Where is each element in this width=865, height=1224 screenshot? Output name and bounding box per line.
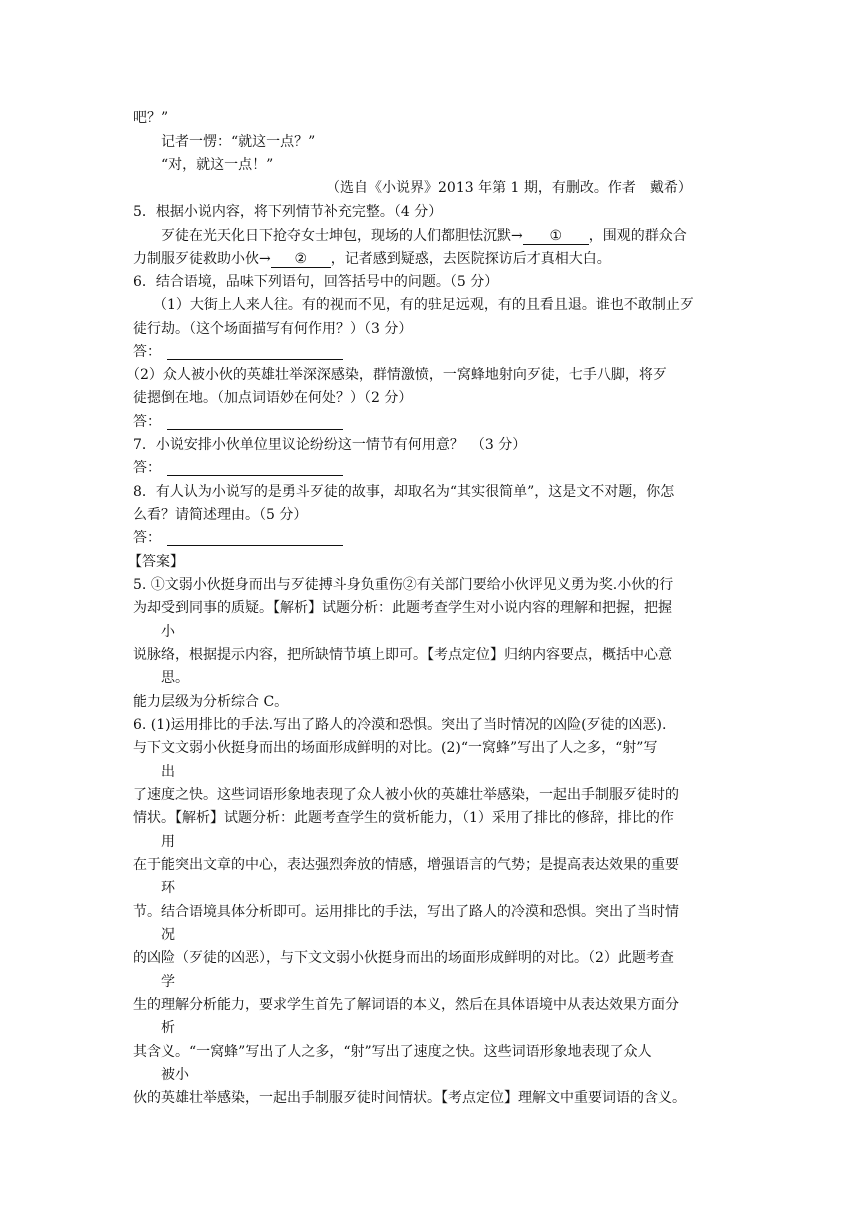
answer-blank <box>167 345 343 360</box>
answer-6-line: 伙的英雄壮举感染，一起出手制服歹徒时间情状。【考点定位】理解文中重要词语的含义。 <box>133 1090 686 1106</box>
answer-5-line: 为却受到同事的质疑。【解析】试题分析：此题考查学生对小说内容的理解和把握，把握 <box>133 600 672 616</box>
answer-blank <box>167 415 343 430</box>
q5-text: ，围观的群众合 <box>588 228 687 244</box>
q5-text: ，记者感到疑惑，去医院探访后才真相大白。 <box>330 251 611 267</box>
question-5-line <box>133 251 611 268</box>
q5-text: 力制服歹徒救助小伙→ <box>133 251 271 267</box>
answer-6-line: 况 <box>161 927 175 943</box>
answer-6-line: 其含义。“一窝蜂”写出了人之多，“射”写出了速度之快。这些词语形象地表现了众人 <box>133 1044 652 1060</box>
answer-5-line: 能力层级为分析综合 C。 <box>133 694 289 710</box>
question-6-stem: 6．结合语境，品味下列语句，回答括号中的问题。（5 分） <box>133 274 499 290</box>
answer-6-line: 出 <box>161 764 175 780</box>
answer-6-line: 在于能突出文章的中心，表达强烈奔放的情感，增强语言的气势；是提高表达效果的重要 <box>133 857 679 873</box>
answer-5-line: 小 <box>161 624 175 640</box>
question-6-part-2: 徒摁倒在地。（加点词语妙在何处？）（2 分） <box>133 390 413 406</box>
story-line: 吧？” <box>133 110 169 126</box>
question-6-part-1: （1）大街上人来人往。有的视而不见，有的驻足远观，有的且看且退。谁也不敢制止歹 <box>153 297 694 313</box>
answer-6-line: 生的理解分析能力，要求学生首先了解词语的本义，然后在具体语境中从表达效果方面分 <box>133 997 679 1013</box>
answer-label: 答： <box>133 414 161 430</box>
answer-5-line: 思。 <box>161 670 189 686</box>
answer-6-line: 与下文文弱小伙挺身而出的场面形成鲜明的对比。(2)“一窝蜂”写出了人之多，“射”写 <box>133 740 658 756</box>
answer-line <box>133 460 343 476</box>
answer-label: 答： <box>133 460 161 476</box>
answer-heading: 【答案】 <box>128 554 184 570</box>
answer-label: 答： <box>133 344 161 360</box>
q5-text: 歹徒在光天化日下抢夺女士坤包，现场的人们都胆怯沉默→ <box>161 228 523 244</box>
answer-label: 答： <box>133 530 161 546</box>
fill-blank-1: ① <box>523 228 589 245</box>
answer-6-line: 被小 <box>161 1067 189 1083</box>
answer-5-line: 说脉络，根据提示内容，把所缺情节填上即可。【考点定位】归纳内容要点，概括中心意 <box>133 647 672 663</box>
question-8-stem: 8．有人认为小说写的是勇斗歹徒的故事，却取名为“其实很简单”，这是文不对题，你怎 <box>133 484 675 500</box>
answer-6-line: 析 <box>161 1020 175 1036</box>
source-citation: （选自《小说界》2013 年第 1 期，有删改。作者 戴希） <box>326 180 692 196</box>
answer-6-line: 情状。【解析】试题分析：此题考查学生的赏析能力，（1）采用了排比的修辞，排比的作 <box>133 810 674 826</box>
answer-line <box>133 414 343 430</box>
question-6-part-2: （2）众人被小伙的英雄壮举深深感染，群情激愤，一窝蜂地射向歹徒，七手八脚，将歹 <box>126 367 667 383</box>
question-7-stem: 7．小说安排小伙单位里议论纷纷这一情节有何用意？ （3 分） <box>133 437 527 453</box>
answer-6-line: 了速度之快。这些词语形象地表现了众人被小伙的英雄壮举感染，一起出手制服歹徒时的 <box>133 787 679 803</box>
answer-blank <box>167 531 343 546</box>
answer-blank <box>167 461 343 476</box>
answer-6-line: 6. (1)运用排比的手法.写出了路人的冷漠和恐惧。突出了当时情况的凶险(歹徒的凶恶). <box>133 717 667 733</box>
answer-line <box>133 530 343 546</box>
answer-6-line: 节。结合语境具体分析即可。运用排比的手法，写出了路人的冷漠和恐惧。突出了当时情 <box>133 904 679 920</box>
story-line: 记者一愣：“就这一点？” <box>161 134 316 150</box>
question-5-stem: 5．根据小说内容，将下列情节补充完整。（4 分） <box>133 204 443 220</box>
fill-blank-2: ② <box>271 251 331 268</box>
answer-5-line: 5. ①文弱小伙挺身而出与歹徒搏斗身负重伤②有关部门要给小伙评见义勇为奖.小伙的行 <box>133 577 674 593</box>
answer-6-line: 用 <box>161 834 175 850</box>
story-line: “对，就这一点！” <box>161 157 274 173</box>
answer-6-line: 的凶险（歹徒的凶恶），与下文文弱小伙挺身而出的场面形成鲜明的对比。（2）此题考查 <box>133 950 674 966</box>
question-5-line <box>161 228 687 245</box>
answer-line <box>133 344 343 360</box>
answer-6-line: 学 <box>161 974 175 990</box>
question-8-stem: 么看？请简述理由。（5 分） <box>133 507 308 523</box>
answer-6-line: 环 <box>161 880 175 896</box>
question-6-part-1: 徒行劫。（这个场面描写有何作用？）（3 分） <box>133 321 413 337</box>
